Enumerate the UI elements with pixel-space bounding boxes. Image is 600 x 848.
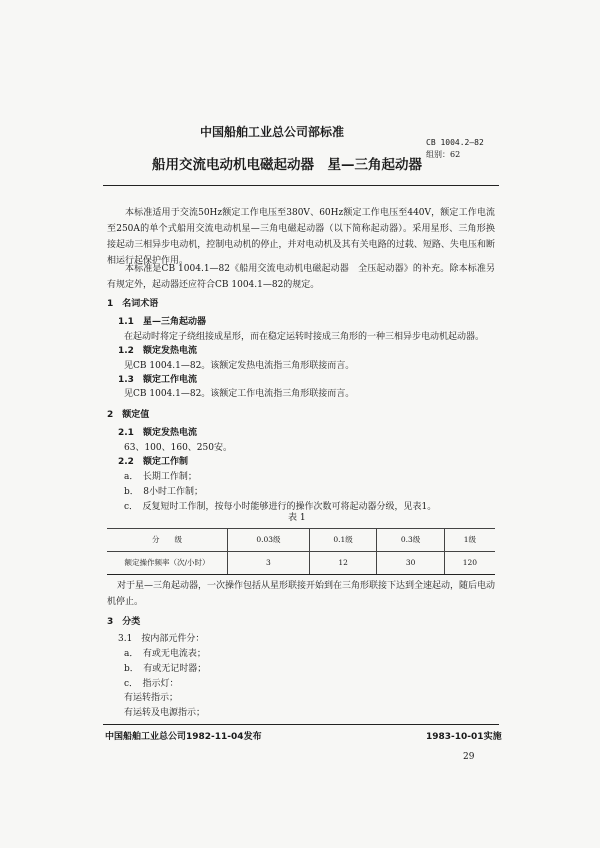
list-item: c． 反复短时工作制，按每小时能够进行的操作次数可将起动器分级，见表1。: [124, 502, 437, 512]
table-cell: 12: [309, 552, 377, 575]
issuing-organization: 中国船舶工业总公司部标准: [200, 125, 345, 139]
list-item: a． 有或无电流表；: [124, 649, 206, 659]
table-1: [107, 528, 495, 575]
section-2-heading: 2 额定值: [107, 410, 150, 420]
section-2-2-title: 2.2 额定工作制: [118, 457, 188, 467]
issue-date: 中国船舶工业总公司1982-11-04发布: [105, 732, 262, 742]
section-2-1-title: 2.1 额定发热电流: [118, 428, 197, 438]
table-cell: 3: [228, 552, 310, 575]
list-item: c． 指示灯：: [124, 679, 179, 689]
section-2-1-text: 63、100、160、250安。: [124, 443, 232, 453]
list-sub-item: 有运转及电源指示；: [124, 708, 206, 718]
section-1-3-title: 1.3 额定工作电流: [118, 375, 197, 385]
table-header-cell: 1级: [444, 529, 495, 552]
table-header-cell: 0.3级: [377, 529, 445, 552]
list-item: b． 8小时工作制；: [124, 487, 203, 497]
table-header-cell: 0.1级: [309, 529, 377, 552]
section-3-1-text: 3.1 按内部元件分：: [118, 634, 205, 644]
document-title: 船用交流电动机电磁起动器 星—三角起动器: [152, 157, 422, 173]
table-note-paragraph: 对于星—三角起动器，一次操作包括从星形联接开始到在三角形联接下达到全速起动，随后电动机停止。: [107, 581, 496, 607]
section-1-2-title: 1.2 额定发热电流: [118, 346, 197, 356]
header-rule: [103, 185, 499, 186]
table-cell: 额定操作频率（次/小时）: [107, 552, 228, 575]
footer-rule: [103, 724, 499, 725]
intro-paragraph-2: 本标准是CB 1004.1—82《船用交流电动机电磁起动器 全压起动器》的补充。除本标准另有规定外，起动器还应符合CB 1004.1—82的规定。: [107, 264, 495, 290]
list-sub-item: 有运转指示；: [124, 693, 179, 703]
section-1-1-text: 在起动时将定子绕组接成星形，而在稳定运转时接成三角形的一种三相异步电动机起动器。: [124, 332, 485, 342]
table-header-cell: 分 级: [107, 529, 228, 552]
page-number: 29: [463, 752, 475, 762]
section-1-1-title: 1.1 星—三角起动器: [118, 317, 206, 327]
section-1-2-text: 见CB 1004.1—82。该额定发热电流指三角形联接而言。: [124, 361, 355, 371]
section-3-heading: 3 分类: [107, 617, 141, 627]
table-cell: 120: [444, 552, 495, 575]
list-item: b． 有或无记时器；: [124, 664, 207, 674]
section-1-heading: 1 名词术语: [107, 299, 159, 309]
section-1-3-text: 见CB 1004.1—82。该额定工作电流指三角形联接而言。: [124, 389, 355, 399]
standard-number: CB 1004.2—82: [426, 138, 484, 147]
table-row: [107, 552, 495, 575]
effective-date: 1983-10-01实施: [426, 732, 502, 742]
category-code: 组别：62: [426, 150, 461, 159]
table-caption: 表 1: [288, 513, 306, 523]
intro-paragraph-1: 本标准适用于交流50Hz额定工作电压至380V、60Hz额定工作电压至440V，额定工作电流至250A的单个式船用交流电动机星—三角电磁起动器（以下简称起动器）。采用星形、三角形换接起动三相异步电动机，控制电动机的停止，并对电动机及其有关电路的过载、短路、失电压和断相运行起保护作用。: [107, 208, 495, 266]
table-header-row: [107, 529, 495, 552]
table-header-cell: 0.03级: [228, 529, 310, 552]
list-item: a． 长期工作制；: [124, 472, 197, 482]
table-cell: 30: [377, 552, 445, 575]
